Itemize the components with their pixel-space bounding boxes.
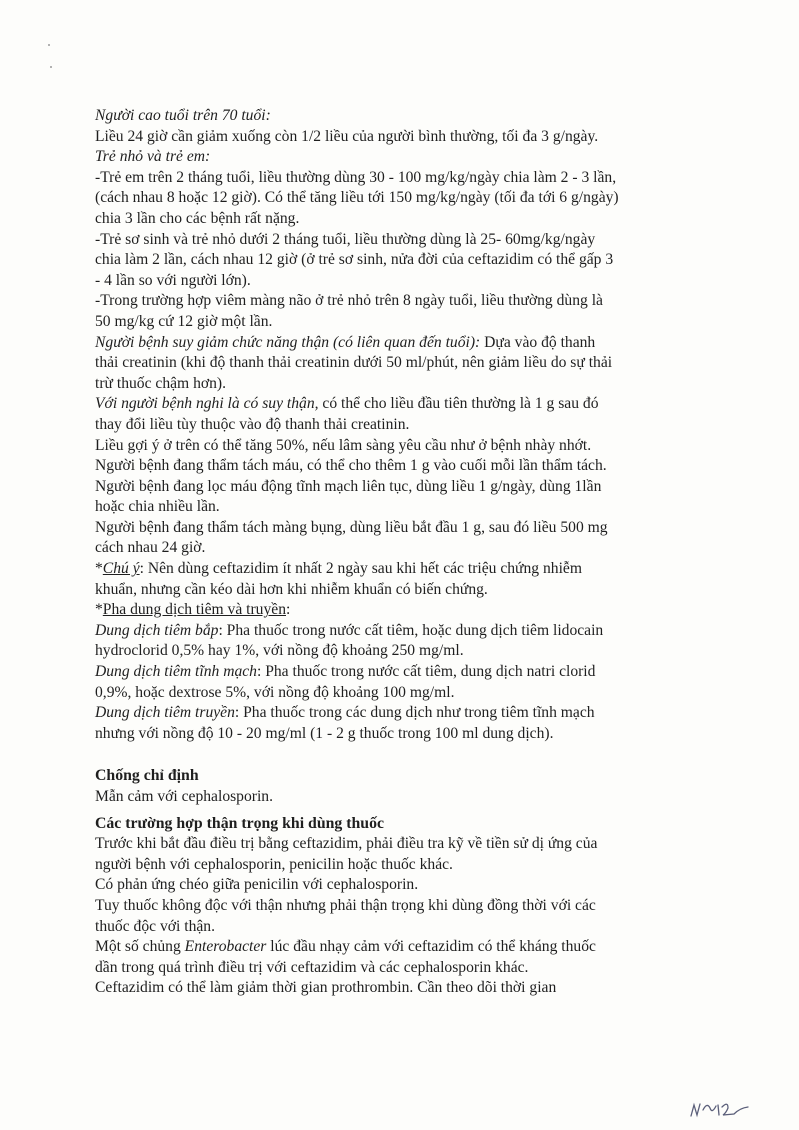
text-run: -Trong trường hợp viêm màng não ở trẻ nhỏ trên 8 ngày tuổi, liều thường dùng là [95, 292, 603, 310]
text-run: : [286, 601, 291, 619]
text-line [95, 703, 725, 724]
text-run: có thể cho liều đầu tiên thường là 1 g sau đó [318, 395, 599, 413]
text-line [95, 683, 725, 704]
text-run: Người bệnh đang lọc máu động tĩnh mạch liên tục, dùng liều 1 g/ngày, dùng 1lần [95, 477, 602, 495]
text-run: Với người bệnh nghi là có suy thận, [95, 395, 319, 413]
text-line [95, 978, 725, 999]
text-line [95, 875, 725, 896]
text-run: * [95, 601, 103, 619]
text-line [95, 497, 725, 518]
text-line [95, 518, 725, 539]
signature-icon [688, 1098, 758, 1125]
text-run: Người bệnh suy giảm chức năng thận (có liên quan đến tuổi): [95, 333, 481, 351]
text-line [95, 415, 725, 436]
text-line [95, 168, 725, 189]
text-run: Liều 24 giờ cần giảm xuống còn 1/2 liều của người bình thường, tối đa 3 g/ngày. [95, 127, 599, 145]
text-line [95, 641, 725, 662]
scan-speck [50, 66, 52, 68]
text-line [95, 456, 725, 477]
text-line [95, 106, 725, 127]
text-run: Liều gợi ý ở trên có thể tăng 50%, nếu lâm sàng yêu cầu như ở bệnh nhày nhớt. [95, 436, 592, 454]
text-run: Người bệnh đang thẩm tách màng bụng, dùng liều bắt đầu 1 g, sau đó liều 500 mg [95, 518, 608, 536]
section-heading: Chống chỉ định [95, 767, 199, 785]
text-line [95, 559, 725, 580]
text-run: : Pha thuốc trong nước cất tiêm, hoặc dung dịch tiêm lidocain [218, 621, 604, 639]
text-run: khuẩn, nhưng cần kéo dài hơn khi nhiễm khuẩn có biến chứng. [95, 580, 488, 598]
text-line [95, 917, 725, 938]
text-run: người bệnh với cephalosporin, penicilin hoặc thuốc khác. [95, 855, 453, 873]
text-line [95, 724, 725, 745]
text-run: thay đổi liều tùy thuộc vào độ thanh thải creatinin. [95, 415, 410, 433]
text-line [95, 312, 725, 333]
text-run: : Pha thuốc trong các dung dịch như trong tiêm tĩnh mạch [234, 704, 595, 722]
text-run: chia 3 lần cho các bệnh rất nặng. [95, 209, 300, 227]
text-run: Pha dung dịch tiêm và truyền [102, 601, 286, 619]
text-line [95, 937, 725, 958]
text-run: cách nhau 24 giờ. [95, 539, 206, 557]
text-run: Chú ý [102, 560, 140, 578]
text-run: Dung dịch tiêm tĩnh mạch [95, 663, 257, 681]
text-run: Dung dịch tiêm bắp [95, 621, 219, 639]
text-run: nhưng với nồng độ 10 - 20 mg/ml (1 - 2 g thuốc trong 100 ml dung dịch). [95, 724, 554, 742]
text-line [95, 353, 725, 374]
text-line [95, 436, 725, 457]
text-line [95, 147, 725, 168]
text-line [95, 271, 725, 292]
text-run: 50 mg/kg cứ 12 giờ một lần. [95, 312, 273, 330]
text-run: lúc đầu nhạy cảm với ceftazidim có thể kháng thuốc [266, 938, 596, 956]
text-run: Trước khi bắt đầu điều trị bằng ceftazidim, phải điều tra kỹ về tiền sử dị ứng của [95, 835, 598, 853]
document-body [95, 106, 725, 999]
text-line [95, 394, 725, 415]
text-line [95, 580, 725, 601]
text-run: thuốc độc với thận. [95, 917, 215, 935]
text-run: (cách nhau 8 hoặc 12 giờ). Có thể tăng liều tới 150 mg/kg/ngày (tối đa tới 6 g/ngày) [95, 189, 619, 207]
text-run: Enterobacter [184, 938, 267, 956]
text-run: Dung dịch tiêm truyền [95, 704, 235, 722]
text-run: dần trong quá trình điều trị với ceftazidim và các cephalosporin khác. [95, 958, 529, 976]
text-line [95, 374, 725, 395]
text-run: hydroclorid 0,5% hay 1%, với nồng độ khoảng 250 mg/ml. [95, 642, 464, 660]
text-line [95, 621, 725, 642]
text-run: : Pha thuốc trong nước cất tiêm, dung dịch natri clorid [256, 663, 596, 681]
text-line [95, 291, 725, 312]
text-line [95, 477, 725, 498]
text-run: -Trẻ sơ sinh và trẻ nhỏ dưới 2 tháng tuổi, liều thường dùng là 25- 60mg/kg/ngày [95, 230, 596, 248]
text-line [95, 896, 725, 917]
precautions-section [95, 814, 725, 999]
contraindications-section [95, 766, 725, 807]
text-line: Mẫn cảm với cephalosporin. [95, 788, 273, 805]
text-line [95, 834, 725, 855]
text-run: Người cao tuổi trên 70 tuổi: [95, 107, 271, 124]
text-run: Ceftazidim có thể làm giảm thời gian prothrombin. Cần theo dõi thời gian [95, 979, 557, 997]
text-run: Trẻ nhỏ và trẻ em: [95, 148, 211, 166]
text-line [95, 188, 725, 209]
text-line [95, 958, 725, 979]
text-run: Tuy thuốc không độc với thận nhưng phải thận trọng khi dùng đồng thời với các [95, 896, 596, 914]
text-line [95, 600, 725, 621]
text-line [95, 250, 725, 271]
text-run: trừ thuốc chậm hơn). [95, 374, 227, 392]
text-line [95, 855, 725, 876]
text-line [95, 333, 725, 354]
text-run: hoặc chia nhiều lần. [95, 498, 220, 516]
text-run: Có phản ứng chéo giữa penicilin với cephalosporin. [95, 876, 419, 894]
text-run: : Nên dùng ceftazidim ít nhất 2 ngày sau khi hết các triệu chứng nhiễm [139, 560, 582, 578]
text-run: * [95, 560, 103, 578]
text-run: -Trẻ em trên 2 tháng tuổi, liều thường dùng 30 - 100 mg/kg/ngày chia làm 2 - 3 lần, [95, 168, 617, 186]
text-run: Dựa vào độ thanh [480, 333, 596, 351]
text-run: Người bệnh đang thẩm tách máu, có thể cho thêm 1 g vào cuối mỗi lần thẩm tách. [95, 457, 607, 475]
precautions-body [95, 834, 725, 999]
dosage-section [95, 106, 725, 744]
text-line [95, 538, 725, 559]
text-run: - 4 lần so với người lớn). [95, 271, 251, 289]
text-run: chia làm 2 lần, cách nhau 12 giờ (ở trẻ sơ sinh, nửa đời của ceftazidim có thể gấp 3 [95, 251, 614, 269]
text-line [95, 230, 725, 251]
section-heading: Các trường hợp thận trọng khi dùng thuốc [95, 814, 385, 832]
text-line [95, 662, 725, 683]
text-run: 0,9%, hoặc dextrose 5%, với nồng độ khoảng 100 mg/ml. [95, 683, 455, 701]
scan-speck [48, 44, 50, 46]
text-line [95, 127, 725, 148]
text-run: thải creatinin (khi độ thanh thải creatinin dưới 50 ml/phút, nên giảm liều do sự thải [95, 354, 613, 372]
text-run: Một số chủng [95, 938, 185, 956]
text-line [95, 209, 725, 230]
